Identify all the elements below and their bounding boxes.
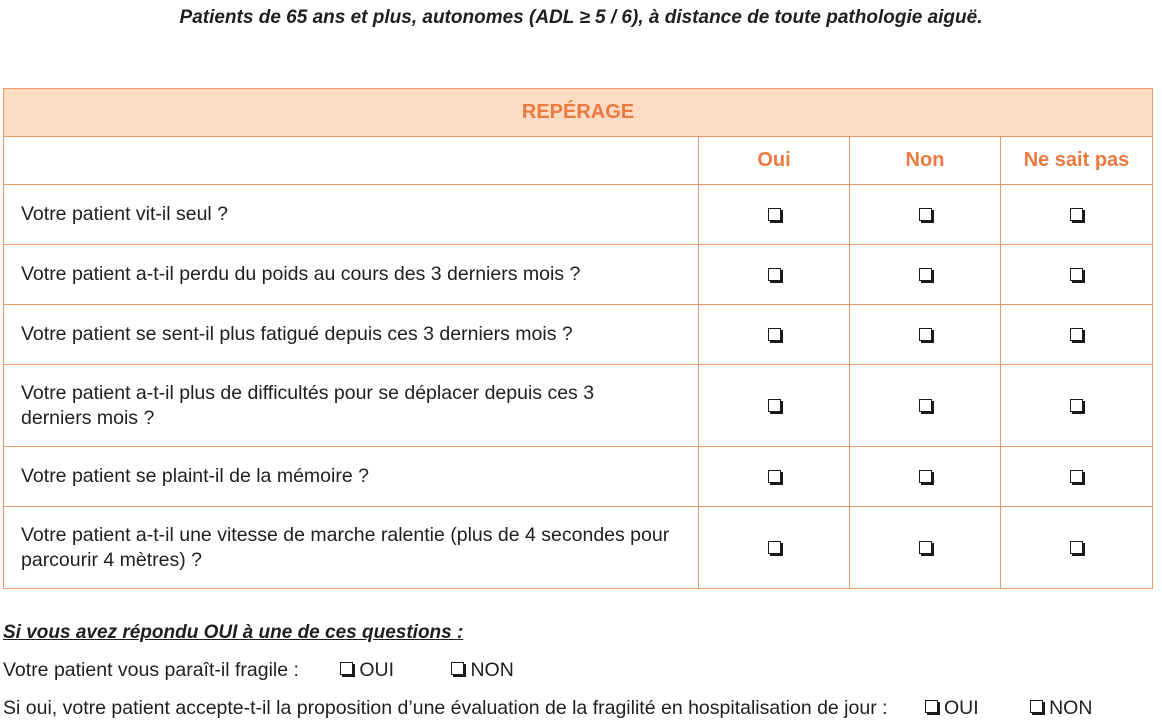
page-subtitle: Patients de 65 ans et plus, autonomes (ADL ≥ 5 / 6), à distance de toute pathologie aiguë. xyxy=(179,7,983,28)
section-header: REPÉRAGE xyxy=(4,89,1153,137)
table-row xyxy=(4,305,1153,365)
question-text: Votre patient a-t-il perdu du poids au cours des 3 derniers mois ? xyxy=(4,245,699,305)
checkbox-oui[interactable] xyxy=(768,208,781,221)
evaluation-non-option[interactable] xyxy=(1030,697,1092,720)
checkbox-oui[interactable] xyxy=(768,470,781,483)
evaluation-non-label: NON xyxy=(1049,697,1093,719)
checkbox-non[interactable] xyxy=(919,328,932,341)
table-row xyxy=(4,447,1153,507)
checkbox-oui[interactable] xyxy=(768,541,781,554)
column-header-ne-sait-pas: Ne sait pas xyxy=(1001,137,1153,185)
evaluation-oui-label: OUI xyxy=(943,697,979,719)
checkbox-non[interactable] xyxy=(919,541,932,554)
question-text: Votre patient vit-il seul ? xyxy=(4,185,699,245)
evaluation-question-line xyxy=(3,697,1092,720)
reperage-table xyxy=(3,88,1153,589)
checkbox-non[interactable] xyxy=(919,470,932,483)
fragile-non-option[interactable] xyxy=(451,659,513,682)
question-text-wrap: Votre patient a-t-il une vitesse de marche ralentie (plus de 4 secondes pour parcourir 4 mètres) ? xyxy=(21,523,670,571)
fragile-oui-label: OUI xyxy=(359,659,395,681)
checkbox-evaluation-non[interactable] xyxy=(1030,700,1043,713)
checkbox-fragile-non[interactable] xyxy=(451,662,464,675)
evaluation-oui-option[interactable] xyxy=(925,697,979,720)
table-row xyxy=(4,185,1153,245)
question-text: Votre patient se plaint-il de la mémoire ? xyxy=(4,447,699,507)
checkbox-oui[interactable] xyxy=(768,268,781,281)
evaluation-question-text: Si oui, votre patient accepte-t-il la proposition d’une évaluation de la fragilité en hospitalisation de jour : xyxy=(3,697,888,719)
fragile-oui-option[interactable] xyxy=(340,659,394,682)
checkbox-non[interactable] xyxy=(919,268,932,281)
table-row xyxy=(4,507,1153,589)
checkbox-ne-sait-pas[interactable] xyxy=(1070,208,1083,221)
table-row xyxy=(4,245,1153,305)
checkbox-oui[interactable] xyxy=(768,399,781,412)
followup-title: Si vous avez répondu OUI à une de ces questions : xyxy=(3,622,464,643)
checkbox-evaluation-oui[interactable] xyxy=(925,700,938,713)
column-header-non: Non xyxy=(850,137,1001,185)
table-row xyxy=(4,365,1153,447)
fragile-question-text: Votre patient vous paraît-il fragile : xyxy=(3,659,299,681)
checkbox-non[interactable] xyxy=(919,208,932,221)
column-header-oui: Oui xyxy=(699,137,850,185)
fragile-non-label: NON xyxy=(470,659,514,681)
question-text xyxy=(4,365,699,447)
checkbox-ne-sait-pas[interactable] xyxy=(1070,541,1083,554)
checkbox-ne-sait-pas[interactable] xyxy=(1070,328,1083,341)
question-text: Votre patient se sent-il plus fatigué depuis ces 3 derniers mois ? xyxy=(4,305,699,365)
checkbox-non[interactable] xyxy=(919,399,932,412)
checkbox-ne-sait-pas[interactable] xyxy=(1070,470,1083,483)
checkbox-ne-sait-pas[interactable] xyxy=(1070,268,1083,281)
fragile-question-line xyxy=(3,659,514,682)
checkbox-oui[interactable] xyxy=(768,328,781,341)
empty-header-cell xyxy=(4,137,699,185)
checkbox-ne-sait-pas[interactable] xyxy=(1070,399,1083,412)
question-text-wrap: Votre patient a-t-il plus de difficultés pour se déplacer depuis ces 3 derniers mois ? xyxy=(21,381,595,429)
question-text xyxy=(4,507,699,589)
checkbox-fragile-oui[interactable] xyxy=(340,662,353,675)
